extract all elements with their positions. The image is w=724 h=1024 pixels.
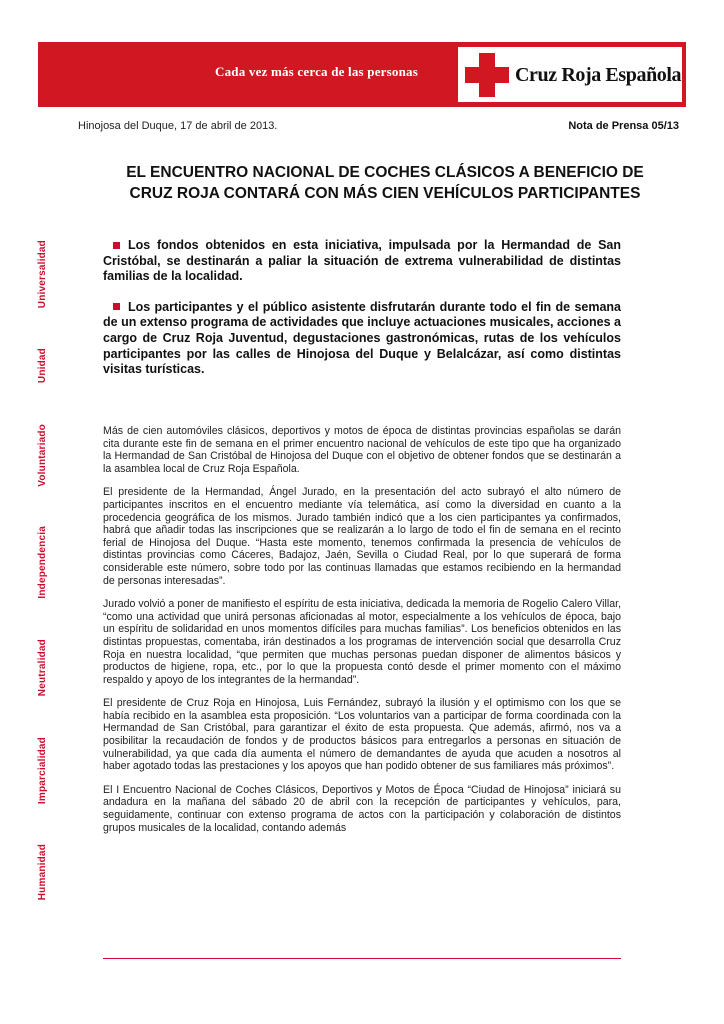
body-paragraph: El presidente de Cruz Roja en Hinojosa, Luis Fernández, subrayó la ilusión y el optimismo con los que se había recibido en la asamblea esta proposición. “Los voluntarios van a participar de forma coordinada con la Hermandad de San Cristóbal, para garantizar el éxito de esta propuesta. Que además, afirmó, nos va a posibilitar la recaudación de fondos y de productos básicos para entregarlos a personas en situación de vulnerabilidad, ya que cada día aumenta el número de demandantes de ayuda que acuden a nosotros al haber agotado todas las prestaciones y los apoyos que han podido obtener de sus familiares más próximos”. [103,697,621,773]
body-paragraph: El I Encuentro Nacional de Coches Clásicos, Deportivos y Motos de Época “Ciudad de Hinojosa” iniciará su andadura en la mañana del sábado 20 de abril con la recepción de participantes y vehículos, para, seguidamente, continuar con extenso programa de actos con la participación y colaboración de distintos grupos musicales de la localidad, contando además [103,783,621,834]
headline: EL ENCUENTRO NACIONAL DE COCHES CLÁSICOS A BENEFICIO DE CRUZ ROJA CONTARÁ CON MÁS CIEN VEHÍCULOS PARTICIPANTES [126,164,644,202]
highlights [103,238,621,393]
red-cross-icon [464,52,510,98]
article-body [103,425,621,845]
principle-humanidad: Humanidad [36,843,48,900]
highlight-item [103,238,621,285]
principles-sidebar [30,240,54,900]
highlight-text: Los participantes y el público asistente disfrutarán durante todo el fin de semana de un extenso programa de actividades que incluye actuaciones musicales, acciones a cargo de Cruz Roja Juventud, degustaciones gastronómicas, rutas de los vehículos participantes por las calles de Hinojosa del Duque y Belalcázar, así como distintas visitas turísticas. [103,299,621,377]
principle-imparcialidad: Imparcialidad [36,736,48,804]
footer-divider [103,958,621,959]
principle-universalidad: Universalidad [36,240,48,309]
press-note-number: Nota de Prensa 05/13 [568,120,679,132]
highlight-text: Los fondos obtenidos en esta iniciativa, impulsada por la Hermandad de San Cristóbal, se destinarán a paliar la situación de extrema vulnerabilidad de distintas familias de la localidad. [103,238,621,284]
principle-voluntariado: Voluntariado [36,423,48,487]
place-date: Hinojosa del Duque, 17 de abril de 2013. [78,120,278,132]
body-paragraph: Más de cien automóviles clásicos, deportivos y motos de época de distintas provincias españolas se darán cita durante este fin de semana en el primer encuentro nacional de vehículos de este tipo que ha organizado la Hermandad de San Cristóbal de Hinojosa del Duque con el objetivo de obtener fondos que se destinarán a la asamblea local de Cruz Roja Española. [103,425,621,475]
principle-unidad: Unidad [36,348,48,384]
principle-independencia: Independencia [36,526,48,600]
bullet-square-icon [113,242,120,249]
brand-name: Cruz Roja Española [515,64,682,86]
bullet-square-icon [113,303,120,310]
highlight-item [103,300,621,378]
header-slogan: Cada vez más cerca de las personas [215,64,418,79]
principle-neutralidad: Neutralidad [36,639,48,697]
body-paragraph: Jurado volvió a poner de manifiesto el espíritu de esta iniciativa, dedicada la memoria de Rogelio Calero Villar, “como una actividad que unirá personas aficionadas al motor, especialmente a los vehículos de época, bajo un espíritu de solidaridad en unos momentos difíciles para muchas familias”. Los beneficios obtenidos en las distintas propuestas, comentaba, irán destinados a los programas de intervención social que desarrolla Cruz Roja en nuestra localidad, “que permiten que muchas personas puedan disponer de alimentos básicos y productos de higiene, ropa, etc., por lo que la propuesta contó desde el primer momento con el máximo respaldo y apoyo de los integrantes de la hermandad”. [103,598,622,686]
body-paragraph: El presidente de la Hermandad, Ángel Jurado, en la presentación del acto subrayó el alto número de participantes inscritos en el encuentro mediante vía telemática, así como la diversidad en cuanto a la procedencia geográfica de los mismos. Jurado también indicó que a los cien participantes ya confirmados, habrá que añadir todas las inscripciones que se realizarán a lo largo de todo el fin de semana en el recinto ferial de Hinojosa del Duque. “Hasta este momento, tenemos confirmada la presencia de vehículos de distintas provincias como Cáceres, Badajoz, Jaén, Sevilla o Ciudad Real, por lo que superará de forma considerable este número, sobre todo por las continuas llamadas que estamos recibiendo en la hermandad de personas interesadas”. [103,486,621,587]
